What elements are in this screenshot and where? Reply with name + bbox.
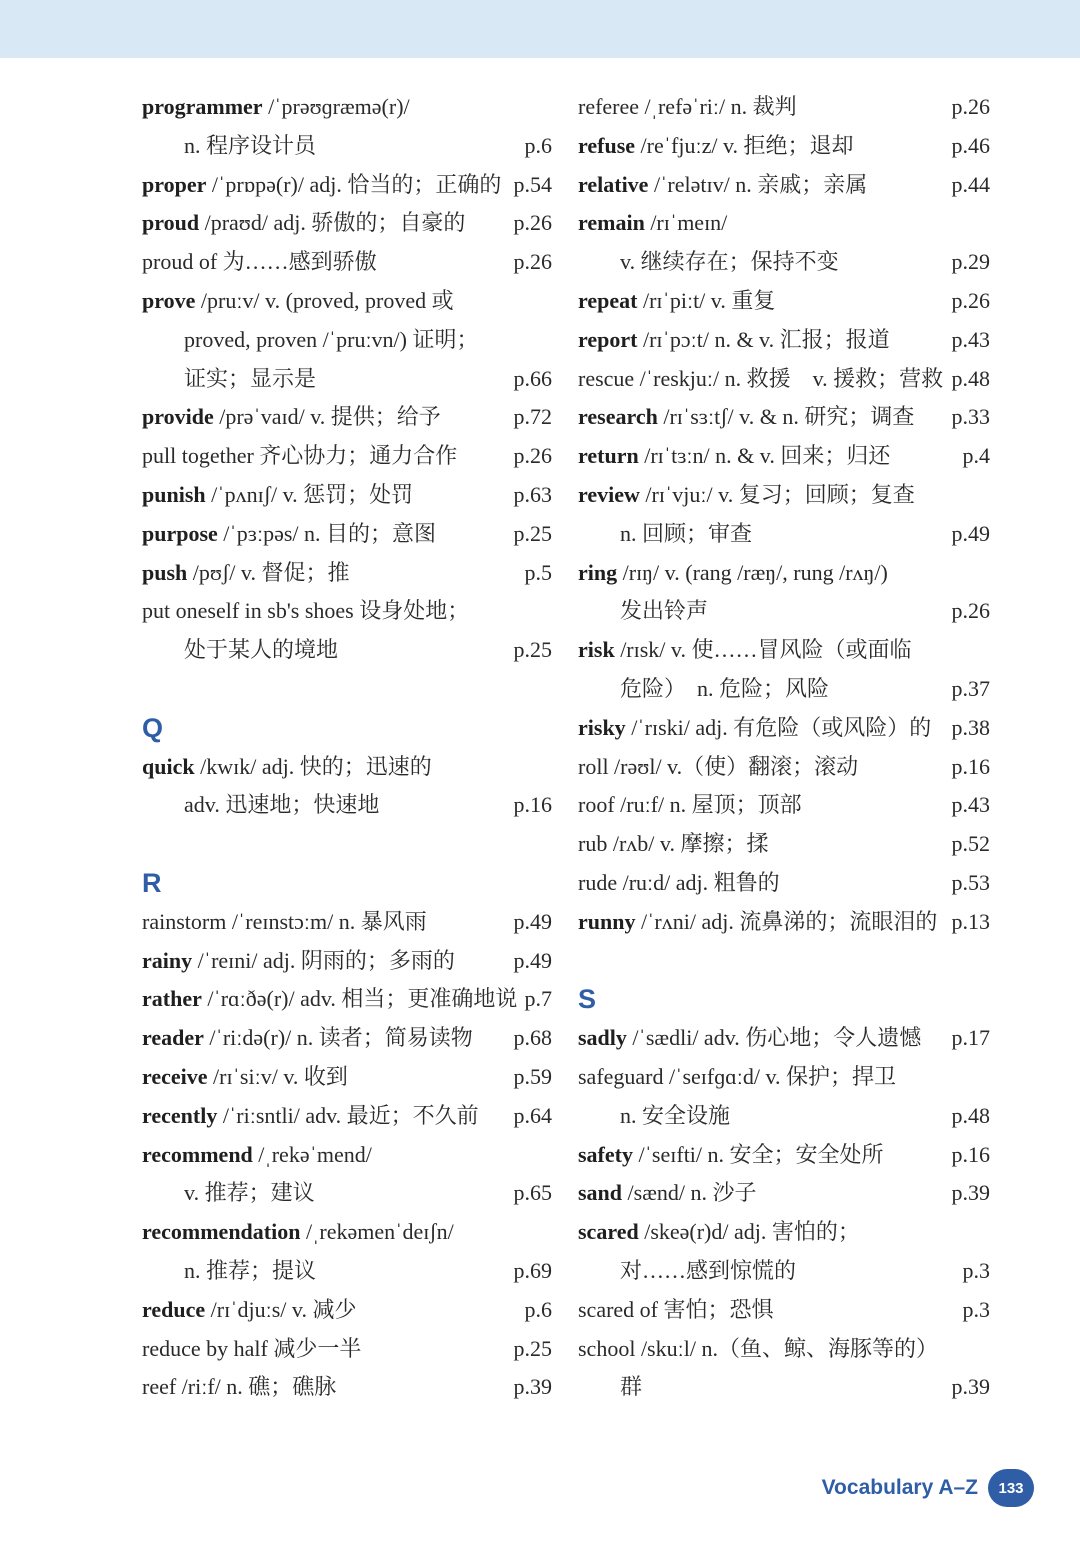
entry-text: [578, 1258, 796, 1283]
page-reference: p.39: [951, 1180, 990, 1206]
entry-text: [142, 288, 454, 313]
entry-text: [578, 1336, 938, 1361]
entry-line: [142, 1291, 552, 1330]
headword: reader: [142, 1025, 204, 1051]
headword: reduce: [142, 1296, 206, 1322]
entry-line: [142, 1058, 552, 1097]
entry-text: [142, 482, 413, 507]
page-reference: p.37: [951, 675, 990, 701]
entry-text: [578, 482, 915, 507]
page-reference: p.26: [513, 210, 552, 236]
page-reference: p.44: [951, 171, 990, 197]
entry-text: [578, 754, 858, 779]
definition: reduce by half 减少一半: [142, 1335, 362, 1361]
definition: /kwɪk/ adj. 快的；迅速的: [194, 753, 432, 779]
page-reference: p.43: [951, 326, 990, 352]
entry-text: [142, 792, 379, 817]
entry-line: [578, 1097, 990, 1136]
definition: n. 程序设计员: [184, 132, 317, 158]
entry-text: [578, 288, 775, 313]
headword: quick: [142, 753, 195, 779]
entry-line: [142, 127, 552, 166]
page-reference: p.33: [951, 404, 990, 430]
entry-line: [142, 476, 552, 515]
entry-line: [142, 243, 552, 282]
page-reference: p.26: [951, 598, 990, 624]
page-reference: p.59: [513, 1063, 552, 1089]
entry-text: [578, 249, 839, 274]
entry-text: [142, 443, 457, 468]
page-reference: p.17: [951, 1025, 990, 1051]
definition: /ˈprɒpə(r)/ adj. 恰当的；正确的: [206, 171, 502, 197]
definition: /rɪˈvjuː/ v. 复习；回顾；复查: [639, 481, 915, 507]
entry-line: [578, 282, 990, 321]
headword: ring: [578, 559, 618, 585]
page-reference: p.3: [962, 1296, 990, 1322]
section-letter: R: [142, 867, 162, 898]
page-reference: p.7: [524, 986, 552, 1012]
entry-line: [578, 515, 990, 554]
entry-text: [578, 715, 931, 740]
entry-text: [578, 404, 914, 429]
page-reference: p.48: [951, 365, 990, 391]
entry-line: [578, 903, 990, 942]
page-number-badge: 133: [988, 1469, 1034, 1507]
page-reference: p.39: [951, 1374, 990, 1400]
page-reference: p.25: [513, 520, 552, 546]
entry-line: [142, 786, 552, 825]
entry-text: [578, 1064, 896, 1089]
definition: /rɪˈpiːt/ v. 重复: [637, 287, 776, 313]
entry-text: [578, 133, 854, 158]
entry-text: [578, 598, 708, 623]
entry-line: [142, 204, 552, 243]
entry-line: [142, 554, 552, 593]
headword: review: [578, 481, 640, 507]
entry-text: [142, 210, 465, 235]
page-reference: p.6: [524, 1296, 552, 1322]
headword: safety: [578, 1141, 633, 1167]
entry-line: [578, 1368, 990, 1407]
definition: /rɪˈpɔːt/ n. & v. 汇报；报道: [637, 326, 890, 352]
entry-text: [578, 870, 780, 895]
entry-line: [578, 437, 990, 476]
page-reference: p.63: [513, 481, 552, 507]
entry-text: [142, 637, 338, 662]
definition: /rɪˈtɜːn/ n. & v. 回来；归还: [638, 443, 891, 469]
definition: rub /rʌb/ v. 摩擦；揉: [578, 831, 769, 857]
definition: /rɪˈmeɪn/: [644, 210, 728, 236]
definition: safeguard /ˈseɪfɡɑːd/ v. 保护；捍卫: [578, 1063, 897, 1089]
section-spacer: [142, 825, 552, 864]
entry-text: [142, 249, 377, 274]
definition: n. 推荐；提议: [184, 1257, 317, 1283]
right-vocabulary-column: [578, 88, 990, 1407]
entry-line: [578, 1019, 990, 1058]
headword: provide: [142, 404, 214, 430]
entry-line: [142, 398, 552, 437]
entry-text: [578, 521, 752, 546]
definition: /ˈrɑːðə(r)/ adv. 相当；更准确地说: [201, 986, 518, 1012]
entry-line: [142, 1252, 552, 1291]
definition: /praʊd/ adj. 骄傲的；自豪的: [199, 210, 466, 236]
entry-line: [142, 1368, 552, 1407]
headword: remain: [578, 210, 645, 236]
headword: repeat: [578, 287, 638, 313]
page-reference: p.69: [513, 1257, 552, 1283]
page-reference: p.16: [951, 1141, 990, 1167]
entry-line: [142, 360, 552, 399]
entry-line: [578, 1291, 990, 1330]
definition: /pruːv/ v. (proved, proved 或: [195, 287, 454, 313]
entry-text: [578, 637, 911, 662]
definition: scared of 害怕；恐惧: [578, 1296, 774, 1322]
definition: /rɪŋ/ v. (rang /ræŋ/, rung /rʌŋ/): [617, 559, 888, 585]
definition: n. 回顾；审查: [620, 520, 753, 546]
page-reference: p.46: [951, 132, 990, 158]
page-reference: p.53: [951, 869, 990, 895]
entry-text: [578, 1297, 774, 1322]
entry-line: [142, 437, 552, 476]
entry-text: [578, 327, 890, 352]
entry-line: [578, 360, 990, 399]
headword: return: [578, 443, 639, 469]
page-reference: p.65: [513, 1180, 552, 1206]
definition: /rɪˈdjuːs/ v. 减少: [205, 1296, 357, 1322]
entry-text: [142, 986, 517, 1011]
entry-text: [142, 1297, 357, 1322]
definition: 证实；显示是: [184, 365, 317, 391]
entry-text: [142, 327, 479, 352]
definition: /reˈfjuːz/ v. 拒绝；退却: [635, 132, 854, 158]
entry-text: [142, 172, 501, 197]
definition: /rɪsk/ v. 使……冒风险（或面临: [614, 637, 912, 663]
page-reference: p.29: [951, 249, 990, 275]
definition: reef /riːf/ n. 礁；礁脉: [142, 1374, 337, 1400]
entry-line: [578, 786, 990, 825]
entry-line: [142, 903, 552, 942]
page-reference: p.6: [524, 132, 552, 158]
headword: runny: [578, 908, 636, 934]
entry-text: [578, 792, 802, 817]
definition: /rɪˈsiːv/ v. 收到: [207, 1063, 348, 1089]
headword: prove: [142, 287, 196, 313]
headword: sand: [578, 1180, 623, 1206]
definition: /ˈrʌni/ adj. 流鼻涕的；流眼泪的: [635, 908, 938, 934]
entry-text: [142, 404, 441, 429]
entry-text: [142, 1336, 361, 1361]
entry-line: [578, 592, 990, 631]
definition: put oneself in sb's shoes 设身处地；: [142, 598, 470, 624]
entry-line: [578, 1213, 990, 1252]
page-reference: p.25: [513, 1335, 552, 1361]
page-reference: p.4: [962, 443, 990, 469]
definition: 发出铃声: [620, 598, 709, 624]
entry-line: [578, 166, 990, 205]
entry-line: [578, 398, 990, 437]
definition: /ˈriːdə(r)/ n. 读者；简易读物: [203, 1025, 473, 1051]
entry-text: [578, 909, 937, 934]
definition: /ˈseɪfti/ n. 安全；安全处所: [632, 1141, 884, 1167]
entry-text: [578, 210, 727, 235]
entry-line: [142, 631, 552, 670]
page-reference: p.39: [513, 1374, 552, 1400]
page-reference: p.68: [513, 1025, 552, 1051]
entry-line: [142, 592, 552, 631]
entry-line: [578, 825, 990, 864]
entry-text: [578, 172, 867, 197]
definition: 处于某人的境地: [184, 637, 339, 663]
entry-line: [142, 980, 552, 1019]
definition: school /skuːl/ n.（鱼、鲸、海豚等的）: [578, 1335, 938, 1361]
entry-line: [142, 1136, 552, 1175]
definition: /ˈpɜːpəs/ n. 目的；意图: [217, 520, 437, 546]
headword: relative: [578, 171, 649, 197]
page-reference: p.43: [951, 792, 990, 818]
headword: recommend: [142, 1141, 253, 1167]
definition: pull together 齐心协力；通力合作: [142, 443, 458, 469]
headword: programmer: [142, 94, 263, 119]
entry-text: [142, 909, 427, 934]
entry-text: [578, 560, 888, 585]
definition: proved, proven /ˈpruːvn/) 证明；: [184, 326, 479, 352]
page-reference: p.49: [513, 947, 552, 973]
headword: research: [578, 404, 658, 430]
page-reference: p.66: [513, 365, 552, 391]
page-footer: [822, 1468, 1034, 1508]
entry-text: [578, 676, 829, 701]
entry-text: [142, 1025, 473, 1050]
page-reference: p.54: [513, 171, 552, 197]
definition: roof /ruːf/ n. 屋顶；顶部: [578, 792, 802, 818]
definition: /rɪˈsɜːtʃ/ v. & n. 研究；调查: [657, 404, 915, 430]
entry-line: [578, 1252, 990, 1291]
entry-line: [142, 282, 552, 321]
definition: referee /ˌrefəˈriː/ n. 裁判: [578, 94, 797, 119]
headword: punish: [142, 481, 206, 507]
definition: /prəˈvaɪd/ v. 提供；给予: [213, 404, 441, 430]
section-letter: S: [578, 984, 597, 1015]
definition: /ˈrɪski/ adj. 有危险（或风险）的: [625, 714, 932, 740]
headword: refuse: [578, 132, 636, 158]
entry-line: [142, 88, 552, 127]
page-reference: p.3: [962, 1257, 990, 1283]
headword: proud: [142, 210, 200, 236]
entry-text: [142, 1374, 336, 1399]
definition: v. 推荐；建议: [184, 1180, 315, 1206]
entry-line: [578, 88, 990, 127]
entry-line: [142, 166, 552, 205]
footer-title: Vocabulary A–Z: [821, 1476, 978, 1499]
headword: risk: [578, 637, 615, 663]
entry-text: [578, 1025, 921, 1050]
entry-text: [142, 1064, 348, 1089]
definition: /ˌrekəˈmend/: [252, 1141, 372, 1167]
page-reference: p.64: [513, 1102, 552, 1128]
page-reference: p.48: [951, 1102, 990, 1128]
definition: /ˈreɪni/ adj. 阴雨的；多雨的: [192, 947, 455, 973]
entry-text: [142, 598, 469, 623]
entry-line: [578, 1136, 990, 1175]
definition: /ˈriːsntli/ adv. 最近；不久前: [217, 1102, 479, 1128]
entry-line: [578, 321, 990, 360]
entry-line: [142, 1174, 552, 1213]
definition: 群: [620, 1374, 643, 1400]
entry-text: [142, 1180, 315, 1205]
entry-text: [578, 831, 768, 856]
definition: proud of 为……感到骄傲: [142, 249, 377, 275]
entry-line: [142, 1097, 552, 1136]
definition: /pʊʃ/ v. 督促；推: [187, 559, 350, 585]
page-reference: p.25: [513, 637, 552, 663]
page-reference: p.26: [951, 94, 990, 119]
entry-line: [578, 864, 990, 903]
page-reference: p.13: [951, 908, 990, 934]
definition: /ˈprəʊɡræmə(r)/: [262, 94, 410, 119]
entry-text: [142, 1258, 316, 1283]
entry-text: [142, 366, 316, 391]
left-vocabulary-column: [142, 88, 552, 1407]
entry-line: [142, 515, 552, 554]
entry-text: [578, 94, 797, 119]
entry-line: [142, 1213, 552, 1252]
definition: rainstorm /ˈreɪnstɔːm/ n. 暴风雨: [142, 908, 427, 934]
page-reference: p.26: [513, 443, 552, 469]
headword: receive: [142, 1063, 208, 1089]
entry-text: [578, 1142, 884, 1167]
page-reference: p.5: [524, 559, 552, 585]
entry-line: [578, 204, 990, 243]
entry-line: [578, 709, 990, 748]
page-reference: p.52: [951, 831, 990, 857]
definition: rescue /ˈreskjuː/ n. 救援 v. 援救；营救: [578, 365, 944, 391]
definition: adv. 迅速地；快速地: [184, 792, 380, 818]
headword: recommendation: [142, 1219, 301, 1245]
entry-line: [142, 1019, 552, 1058]
headword: proper: [142, 171, 207, 197]
entry-text: [578, 443, 890, 468]
page-reference: p.16: [951, 753, 990, 779]
headword: risky: [578, 714, 626, 740]
entry-text: [142, 133, 316, 158]
page-reference: p.26: [513, 249, 552, 275]
entry-line: [578, 631, 990, 670]
entry-line: [142, 748, 552, 787]
headword: purpose: [142, 520, 218, 546]
definition: /sænd/ n. 沙子: [622, 1180, 757, 1206]
page-reference: p.49: [513, 908, 552, 934]
definition: /ˌrekəmenˈdeɪʃn/: [300, 1219, 454, 1245]
entry-line: [578, 1058, 990, 1097]
headword: recently: [142, 1102, 218, 1128]
definition: /ˈsædli/ adv. 伤心地；令人遗憾: [626, 1025, 922, 1051]
top-color-band: [0, 0, 1080, 58]
headword: scared: [578, 1219, 639, 1245]
entry-text: [578, 1219, 860, 1244]
page-reference: p.38: [951, 714, 990, 740]
definition: n. 安全设施: [620, 1102, 731, 1128]
entry-line: [142, 321, 552, 360]
entry-text: [142, 521, 436, 546]
entry-text: [578, 1374, 642, 1399]
entry-line: [578, 748, 990, 787]
entry-line: [142, 1330, 552, 1369]
definition: rude /ruːd/ adj. 粗鲁的: [578, 869, 780, 895]
entry-text: [142, 560, 349, 585]
entry-text: [142, 94, 410, 119]
headword: rather: [142, 986, 202, 1012]
headword: rainy: [142, 947, 193, 973]
entry-text: [142, 1219, 454, 1244]
entry-line: [578, 127, 990, 166]
definition: 对……感到惊慌的: [620, 1257, 797, 1283]
entry-line: [578, 554, 990, 593]
entry-text: [142, 948, 455, 973]
headword: sadly: [578, 1025, 627, 1051]
entry-text: [142, 1142, 372, 1167]
entry-text: [578, 1103, 730, 1128]
section-letter: Q: [142, 712, 164, 743]
headword: push: [142, 559, 188, 585]
entry-line: [578, 476, 990, 515]
definition: /ˈpʌnɪʃ/ v. 惩罚；处罚: [205, 481, 414, 507]
entry-line: [578, 670, 990, 709]
headword: report: [578, 326, 638, 352]
section-spacer: [578, 942, 990, 981]
definition: v. 继续存在；保持不变: [620, 249, 839, 275]
entry-text: [578, 366, 943, 391]
section-spacer: [142, 670, 552, 709]
definition: /ˈrelətɪv/ n. 亲戚；亲属: [648, 171, 868, 197]
entry-text: [142, 1103, 479, 1128]
definition: roll /rəʊl/ v.（使）翻滚；滚动: [578, 753, 859, 779]
page-reference: p.49: [951, 520, 990, 546]
page-reference: p.72: [513, 404, 552, 430]
entry-text: [142, 754, 432, 779]
entry-line: [578, 1330, 990, 1369]
entry-text: [578, 1180, 757, 1205]
definition: /skeə(r)d/ adj. 害怕的；: [638, 1219, 860, 1245]
entry-line: [578, 1174, 990, 1213]
definition: 危险） n. 危险；风险: [620, 675, 830, 701]
page-reference: p.16: [513, 792, 552, 818]
entry-line: [578, 243, 990, 282]
page-reference: p.26: [951, 287, 990, 313]
entry-line: [142, 942, 552, 981]
